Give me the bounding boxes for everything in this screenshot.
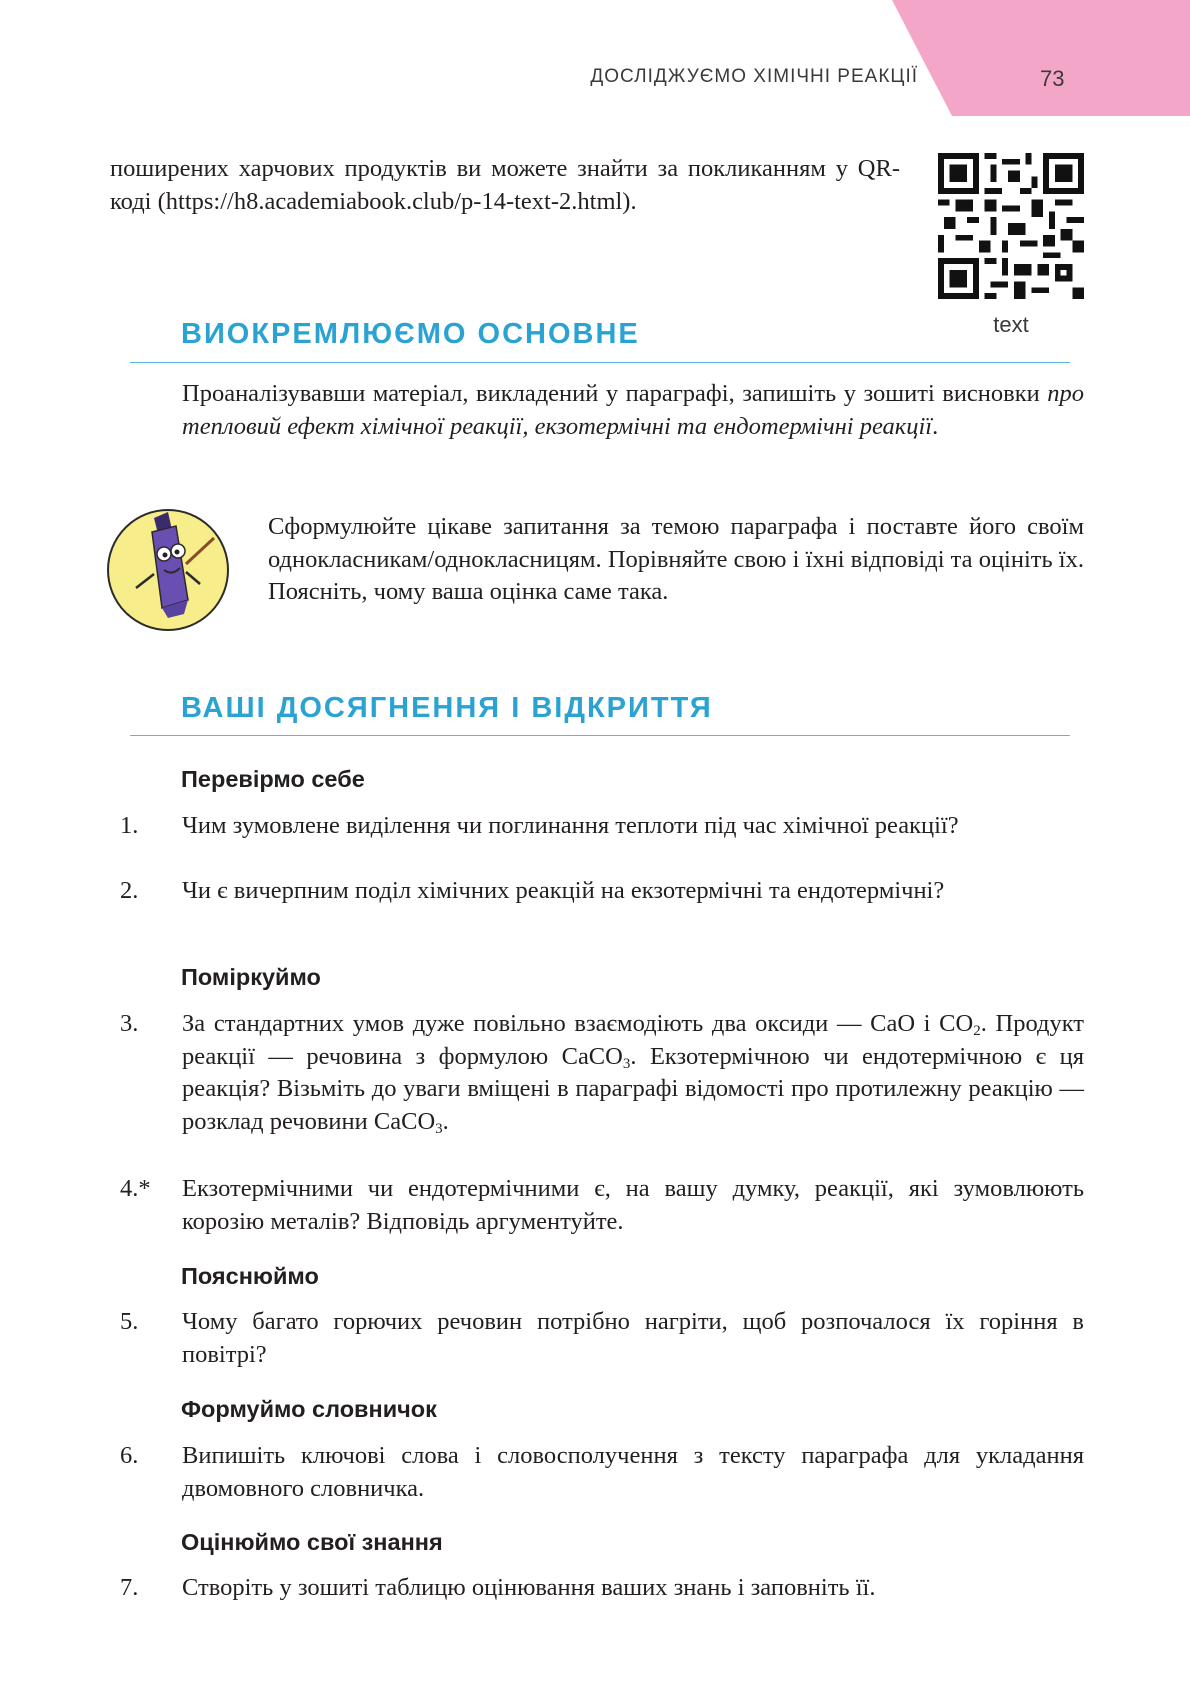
discussion-paragraph: Сформулюйте цікаве запитання за темою параграфа і поставте його своїм однокласникам/однокласницям. Порівняйте свою і їхні відповіді та оцініть їх. Поясніть, чому ваша оцінка саме така.	[268, 513, 1084, 605]
question-item: 3. За стандартних умов дуже повільно взаємодіють два оксиди — CaO і $CO_2$. Продукт реакції — речовина з формулою CaCO$_3$. Екзотермічною чи ендотермічною є ця реакція? Візьміть до уваги вміщені в параграфі відомості про протилежну реакцію — розклад речовини CaCO$_3$.	[120, 1010, 1084, 1137]
question-item: 5. Чому багато горючих речовин потрібно нагріти, щоб розпочалося їх горіння в повітрі?	[120, 1308, 1084, 1368]
question-item: 7. Створіть у зошиті таблицю оцінювання ваших знань і заповніть її.	[120, 1574, 876, 1601]
question-item: 6. Випишіть ключові слова і словосполучення з тексту параграфа для укладання двомовного словничка.	[120, 1442, 1084, 1502]
subheading-think: Поміркуймо	[181, 964, 321, 990]
section-title-achievements: ВАШІ ДОСЯГНЕННЯ І ВІДКРИТТЯ	[181, 692, 713, 724]
question-item: 2. Чи є вичерпним поділ хімічних реакцій на екзотермічні та ендотермічні?	[120, 877, 945, 904]
section-divider	[130, 735, 1070, 736]
subheading-check-yourself: Перевірмо себе	[181, 766, 365, 792]
summary-paragraph: Проаналізувавши матеріал, викладений у параграфі, запишіть у зошиті висновки про тепловий ефект хімічної реакції, екзотермічні та ендотермічні реакції.	[182, 380, 1084, 440]
question-item: 1. Чим зумовлене виділення чи поглинання теплоти під час хімічної реакції?	[120, 812, 959, 839]
page-number: 73	[1040, 66, 1065, 91]
qr-code-label: text	[993, 312, 1029, 337]
section-divider	[130, 362, 1070, 363]
section-title-main: ВИОКРЕМЛЮЄМО ОСНОВНЕ	[181, 318, 640, 350]
subheading-glossary: Формуймо словничок	[181, 1396, 437, 1422]
subheading-explain: Пояснюймо	[181, 1263, 319, 1289]
intro-paragraph: поширених харчових продуктів ви можете знайти за покликанням у QR-коді (https://h8.academiabook.club/p-14-text-2.html).	[110, 155, 900, 215]
pencil-mascot-icon	[106, 508, 230, 632]
subheading-self-assessment: Оцінюймо свої знання	[181, 1529, 443, 1555]
qr-code[interactable]	[938, 153, 1084, 299]
running-title: ДОСЛІДЖУЄМО ХІМІЧНІ РЕАКЦІЇ	[590, 66, 918, 87]
page-corner-tab	[892, 0, 1190, 116]
question-item: 4.* Екзотермічними чи ендотермічними є, на вашу думку, реакції, які зумовлюють корозію металів? Відповідь аргументуйте.	[120, 1175, 1084, 1235]
